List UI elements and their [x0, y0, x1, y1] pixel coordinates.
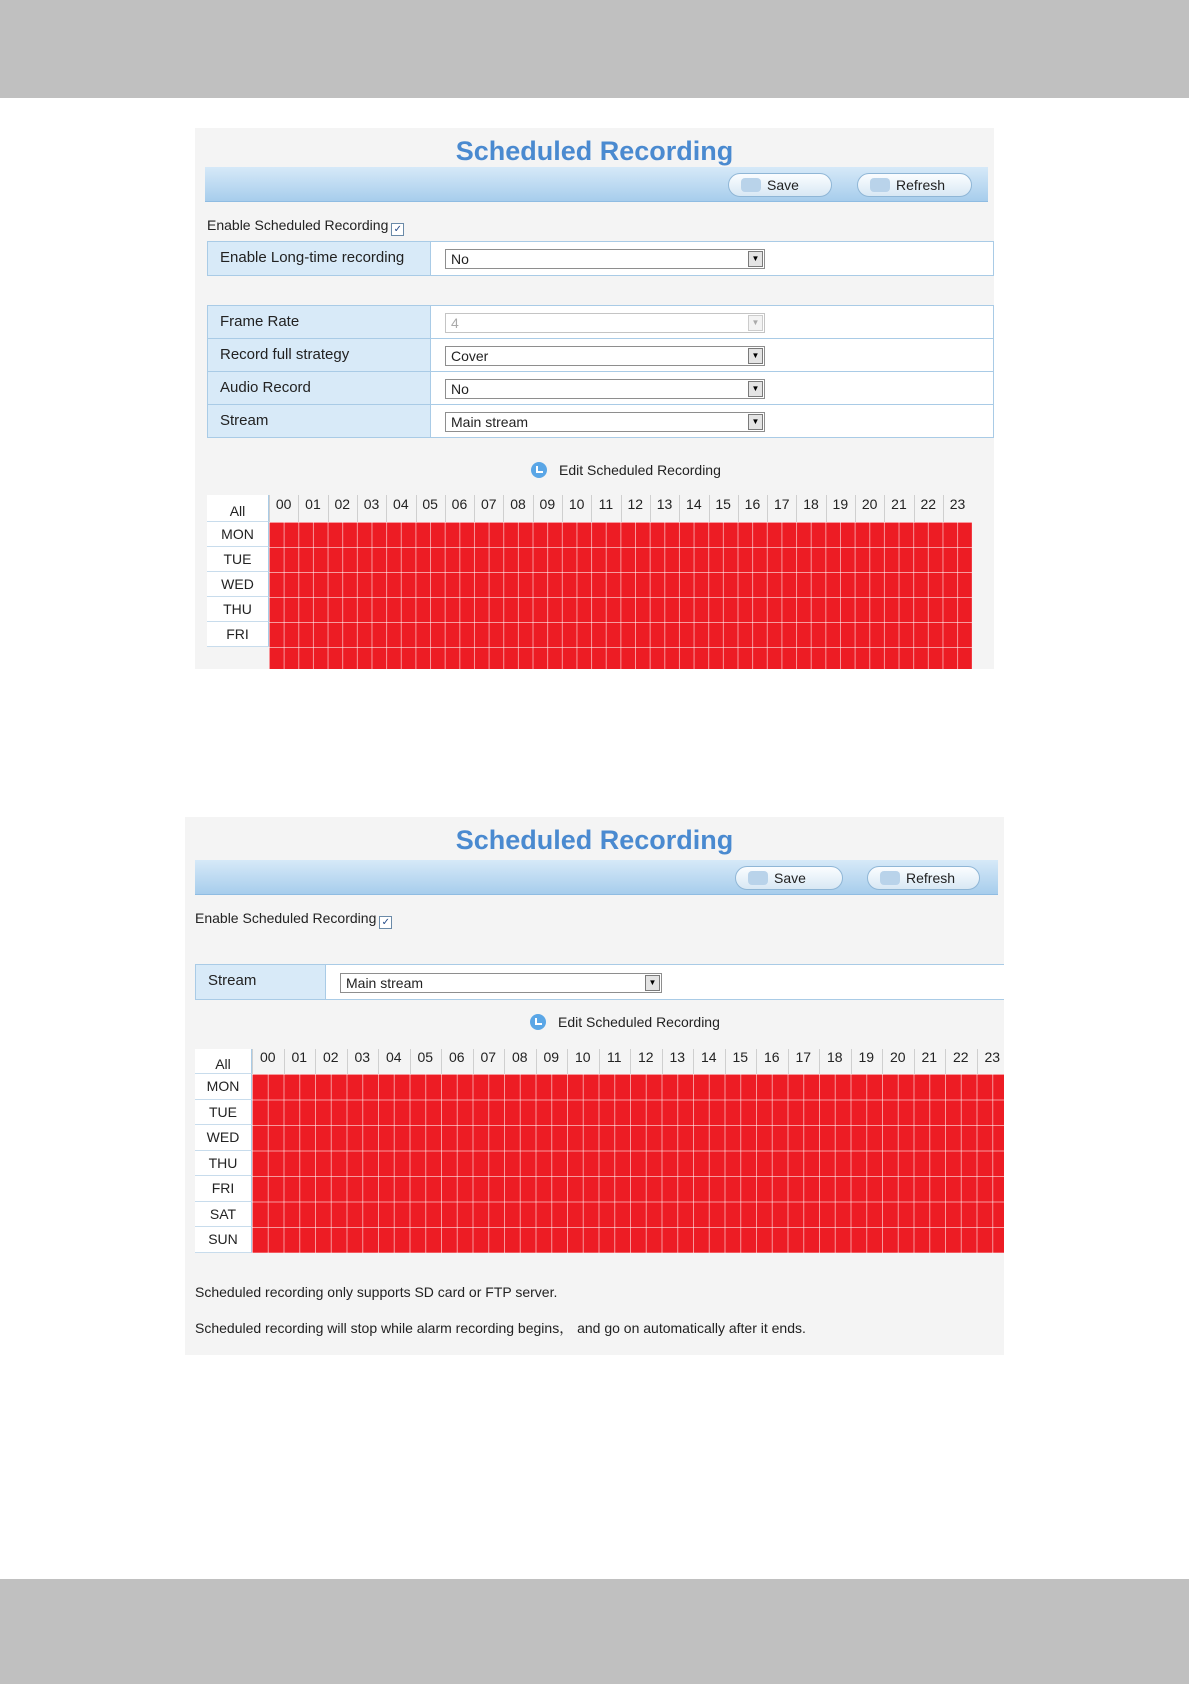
hour-divider — [473, 1049, 474, 1074]
stream-select[interactable] — [340, 973, 662, 993]
hour-divider — [599, 1049, 600, 1074]
edit-scheduled-recording-link[interactable] — [530, 1014, 720, 1030]
hour-header-12[interactable]: 12 — [621, 495, 650, 516]
hour-divider — [284, 1049, 285, 1074]
hour-header-03[interactable]: 03 — [357, 495, 386, 516]
hour-divider — [650, 495, 651, 522]
chevron-down-icon: ▼ — [748, 315, 763, 331]
hour-divider — [884, 495, 885, 522]
hour-header-14[interactable]: 14 — [693, 1049, 725, 1068]
hour-divider — [269, 495, 270, 522]
save-button[interactable] — [728, 173, 832, 197]
chevron-down-icon: ▼ — [748, 414, 763, 430]
hour-header-13[interactable]: 13 — [662, 1049, 694, 1068]
hour-divider — [298, 495, 299, 522]
select-value: Main stream — [346, 975, 424, 991]
hour-header-23[interactable]: 23 — [943, 495, 972, 516]
hour-header-10[interactable]: 10 — [567, 1049, 599, 1068]
toolbar — [195, 860, 998, 895]
select-value: No — [451, 251, 469, 267]
select-all-cell[interactable]: All — [195, 1049, 252, 1074]
refresh-button[interactable] — [867, 866, 980, 890]
field-row-stream — [207, 404, 994, 438]
day-label-tue[interactable]: TUE — [195, 1100, 252, 1126]
hour-header-21[interactable]: 21 — [914, 1049, 946, 1068]
hour-header-07[interactable]: 07 — [474, 495, 503, 516]
day-label-fri[interactable]: FRI — [195, 1176, 252, 1202]
hour-divider — [826, 495, 827, 522]
hour-divider — [767, 495, 768, 522]
hour-header-07[interactable]: 07 — [473, 1049, 505, 1068]
hour-header-01[interactable]: 01 — [284, 1049, 316, 1068]
field-row-record-full-strategy — [207, 338, 994, 372]
field-label: Frame Rate — [208, 306, 431, 338]
hour-divider — [851, 1049, 852, 1074]
hour-header-19[interactable]: 19 — [851, 1049, 883, 1068]
hour-header-00[interactable]: 00 — [269, 495, 298, 516]
save-label: Save — [774, 870, 806, 886]
field-row-stream — [195, 964, 1004, 1000]
save-icon — [741, 178, 761, 192]
hour-divider — [591, 495, 592, 522]
hour-header-04[interactable]: 04 — [378, 1049, 410, 1068]
hour-divider — [474, 495, 475, 522]
hour-divider — [567, 1049, 568, 1074]
hour-header-00[interactable]: 00 — [252, 1049, 284, 1068]
clock-icon — [531, 462, 547, 478]
hour-divider — [914, 1049, 915, 1074]
schedule-grid[interactable] — [207, 495, 994, 669]
hour-header-23[interactable]: 23 — [977, 1049, 1005, 1068]
enable-scheduled-recording — [195, 910, 392, 929]
hour-header-15[interactable]: 15 — [725, 1049, 757, 1068]
edit-scheduled-recording-link[interactable] — [531, 462, 721, 478]
hour-header-12[interactable]: 12 — [630, 1049, 662, 1068]
schedule-grid[interactable] — [195, 1049, 1004, 1257]
hour-header-11[interactable]: 11 — [599, 1049, 631, 1068]
day-label-tue[interactable]: TUE — [207, 547, 269, 572]
hour-divider — [977, 1049, 978, 1074]
save-icon — [748, 871, 768, 885]
hour-divider — [533, 495, 534, 522]
hour-header-03[interactable]: 03 — [347, 1049, 379, 1068]
hour-divider — [725, 1049, 726, 1074]
hour-header-20[interactable]: 20 — [855, 495, 884, 516]
hour-header-09[interactable]: 09 — [536, 1049, 568, 1068]
hour-header-05[interactable]: 05 — [416, 495, 445, 516]
field-label: Audio Record — [208, 372, 431, 404]
field-label: Stream — [208, 405, 431, 437]
hour-header-22[interactable]: 22 — [945, 1049, 977, 1068]
field-row-long-time-recording — [207, 241, 994, 276]
hour-divider — [756, 1049, 757, 1074]
refresh-icon — [870, 178, 890, 192]
field-label: Enable Long-time recording — [208, 242, 431, 275]
enable-scheduled-recording — [207, 217, 404, 236]
select-value: Cover — [451, 348, 489, 364]
hour-header-17[interactable]: 17 — [788, 1049, 820, 1068]
hour-divider — [914, 495, 915, 522]
enable-scheduled-label: Enable Scheduled Recording — [207, 217, 389, 233]
chevron-down-icon: ▼ — [748, 381, 763, 397]
hour-divider — [621, 495, 622, 522]
hour-divider — [662, 1049, 663, 1074]
page-footer-band — [0, 1579, 1189, 1684]
hour-divider — [386, 495, 387, 522]
field-row-audio-record — [207, 371, 994, 405]
hour-divider — [679, 495, 680, 522]
day-label-sun[interactable]: SUN — [195, 1227, 252, 1253]
note-alarm-recording: Scheduled recording will stop while alarm recording begins， and go on automatically after it ends. — [195, 1320, 806, 1336]
record-full-strategy-select[interactable] — [445, 346, 765, 366]
schedule-slots[interactable] — [269, 522, 972, 669]
select-value: 4 — [451, 315, 459, 331]
enable-scheduled-checkbox[interactable]: ✓ — [391, 223, 404, 236]
frame-rate-select — [445, 313, 765, 333]
hour-header-11[interactable]: 11 — [591, 495, 620, 516]
hour-header-06[interactable]: 06 — [441, 1049, 473, 1068]
hour-divider — [357, 495, 358, 522]
hour-divider — [709, 495, 710, 522]
hour-header-08[interactable]: 08 — [503, 495, 532, 516]
hour-divider — [315, 1049, 316, 1074]
enable-scheduled-checkbox[interactable]: ✓ — [379, 916, 392, 929]
hour-header-21[interactable]: 21 — [884, 495, 913, 516]
hour-divider — [562, 495, 563, 522]
day-label-wed[interactable]: WED — [195, 1125, 252, 1151]
hour-divider — [503, 495, 504, 522]
hour-divider — [882, 1049, 883, 1074]
schedule-slots[interactable] — [252, 1074, 1004, 1253]
edit-label: Edit Scheduled Recording — [559, 462, 721, 478]
field-label: Record full strategy — [208, 339, 431, 371]
scheduled-recording-panel-2 — [185, 817, 1004, 1355]
day-label-thu[interactable]: THU — [195, 1151, 252, 1177]
hour-header-13[interactable]: 13 — [650, 495, 679, 516]
hour-divider — [738, 495, 739, 522]
select-value: No — [451, 381, 469, 397]
hour-divider — [943, 495, 944, 522]
select-value: Main stream — [451, 414, 529, 430]
hour-header-04[interactable]: 04 — [386, 495, 415, 516]
page-title: Scheduled Recording — [455, 825, 734, 855]
hour-header-02[interactable]: 02 — [328, 495, 357, 516]
refresh-icon — [880, 871, 900, 885]
chevron-down-icon: ▼ — [645, 975, 660, 991]
edit-label: Edit Scheduled Recording — [558, 1014, 720, 1030]
hour-header-14[interactable]: 14 — [679, 495, 708, 516]
hour-header-22[interactable]: 22 — [914, 495, 943, 516]
hour-divider — [416, 495, 417, 522]
hour-divider — [378, 1049, 379, 1074]
toolbar — [205, 167, 988, 202]
hour-divider — [945, 1049, 946, 1074]
refresh-button[interactable] — [857, 173, 972, 197]
day-label-mon[interactable]: MON — [207, 522, 269, 547]
field-row-frame-rate — [207, 305, 994, 339]
hour-header-18[interactable]: 18 — [796, 495, 825, 516]
hour-divider — [819, 1049, 820, 1074]
hour-divider — [536, 1049, 537, 1074]
chevron-down-icon: ▼ — [748, 348, 763, 364]
hour-header-16[interactable]: 16 — [738, 495, 767, 516]
hour-header-08[interactable]: 08 — [504, 1049, 536, 1068]
stream-select[interactable] — [445, 412, 765, 432]
chevron-down-icon: ▼ — [748, 251, 763, 267]
hour-divider — [445, 495, 446, 522]
enable-scheduled-label: Enable Scheduled Recording — [195, 910, 377, 926]
hour-divider — [504, 1049, 505, 1074]
hour-header-15[interactable]: 15 — [709, 495, 738, 516]
hour-header-16[interactable]: 16 — [756, 1049, 788, 1068]
hour-header-19[interactable]: 19 — [826, 495, 855, 516]
day-label-sat[interactable]: SAT — [195, 1202, 252, 1228]
audio-record-select[interactable] — [445, 379, 765, 399]
hour-divider — [630, 1049, 631, 1074]
day-label-fri[interactable]: FRI — [207, 622, 269, 647]
refresh-label: Refresh — [906, 870, 956, 886]
hour-header-09[interactable]: 09 — [533, 495, 562, 516]
note-sd-ftp: Scheduled recording only supports SD card or FTP server. — [195, 1284, 558, 1300]
hour-divider — [693, 1049, 694, 1074]
hour-divider — [252, 1049, 253, 1074]
long-time-recording-select[interactable] — [445, 249, 765, 269]
page-header-band — [0, 0, 1189, 98]
hour-divider — [788, 1049, 789, 1074]
hour-header-01[interactable]: 01 — [298, 495, 327, 516]
hour-header-17[interactable]: 17 — [767, 495, 796, 516]
hour-header-05[interactable]: 05 — [410, 1049, 442, 1068]
day-label-wed[interactable]: WED — [207, 572, 269, 597]
hour-header-02[interactable]: 02 — [315, 1049, 347, 1068]
hour-header-18[interactable]: 18 — [819, 1049, 851, 1068]
field-label: Stream — [196, 965, 326, 999]
hour-divider — [796, 495, 797, 522]
select-all-cell[interactable]: All — [207, 495, 269, 522]
hour-header-06[interactable]: 06 — [445, 495, 474, 516]
hour-divider — [441, 1049, 442, 1074]
page-title: Scheduled Recording — [455, 136, 734, 166]
hour-divider — [410, 1049, 411, 1074]
hour-header-20[interactable]: 20 — [882, 1049, 914, 1068]
day-label-thu[interactable]: THU — [207, 597, 269, 622]
clock-icon — [530, 1014, 546, 1030]
hour-divider — [855, 495, 856, 522]
hour-divider — [328, 495, 329, 522]
scheduled-recording-panel-1 — [195, 128, 994, 669]
hour-header-10[interactable]: 10 — [562, 495, 591, 516]
save-label: Save — [767, 177, 799, 193]
save-button[interactable] — [735, 866, 843, 890]
day-label-mon[interactable]: MON — [195, 1074, 252, 1100]
hour-divider — [347, 1049, 348, 1074]
refresh-label: Refresh — [896, 177, 946, 193]
